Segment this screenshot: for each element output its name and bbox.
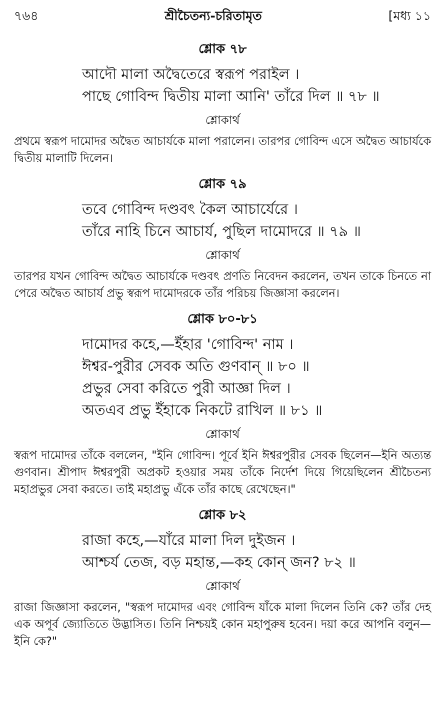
translation-text: স্বরূপ দামোদর তাঁকে বললেন, "ইনি গোবিন্দ। পূর্বে ইনি ঈশ্বরপুরীর সেবক ছিলেন—ইনি অত্যন্ত গুণবান। শ্রীপাদ ঈশ্বরপুরী অপ্রকট হওয়ার সময় তাঁকে নির্দেশ দিয়ে গিয়েছিলেন শ্রীচৈতন্য মহাপ্রভুর সেবা করতে। তাই মহাপ্রভু এঁকে তাঁর কাছে রেখেছেন।" xyxy=(14,449,431,496)
verse-line: পাছে গোবিন্দ দ্বিতীয় মালা আনি' তাঁরে দিল ॥ ৭৮ ॥ xyxy=(82,89,380,105)
book-title: শ্রীচৈতন্য-চরিতামৃত xyxy=(164,8,262,23)
verse-title: শ্লোক ৭৯ xyxy=(198,177,247,192)
verse-title: শ্লোক ৮২ xyxy=(198,508,247,523)
verse-line: তবে গোবিন্দ দণ্ডবৎ কৈল আচার্যেরে । xyxy=(82,202,298,218)
verse-line: অতএব প্রভু ইঁহাকে নিকটে রাখিল ॥ ৮১ ॥ xyxy=(82,403,323,419)
page-number: ৭৬৪ xyxy=(14,8,39,23)
verse-title: শ্লোক ৮০-৮১ xyxy=(187,312,258,327)
verse-line: দামোদর কহে,—ইঁহার 'গোবিন্দ' নাম । xyxy=(82,337,294,353)
verse-section xyxy=(14,310,431,498)
verse-line: প্রভুর সেবা করিতে পুরী আজ্ঞা দিল । xyxy=(82,381,291,397)
verse-line: আদৌ মালা অদ্বৈতেরে স্বরূপ পরাইল । xyxy=(82,67,300,83)
verse-section xyxy=(14,40,431,167)
verse-line: তাঁরে নাহি চিনে আচার্য, পুছিল দামোদরে ॥ ৭৯ ॥ xyxy=(82,224,361,240)
translation-text: প্রথমে স্বরূপ দামোদর অদ্বৈত আচার্যকে মালা পরালেন। তারপর গোবিন্দ এসে অদ্বৈত আচার্যকে দ্বিতীয় মালাটি দিলেন। xyxy=(14,135,431,165)
chapter-label: [মধ্য ১১ xyxy=(388,8,431,23)
translation-title: শ্লোকার্থ xyxy=(205,113,240,127)
verse-title: শ্লোক ৭৮ xyxy=(198,42,247,57)
verse-line: রাজা কহে,—যাঁরে মালা দিল দুইজন । xyxy=(82,533,296,549)
translation-title: শ্লোকার্থ xyxy=(205,579,240,593)
translation-title: শ্লোকার্থ xyxy=(205,248,240,262)
page-header xyxy=(14,8,431,32)
verse-section xyxy=(14,506,431,650)
verse-line: ঈশ্বর-পুরীর সেবক অতি গুণবান্ ॥ ৮০ ॥ xyxy=(82,359,310,375)
verse-line: আশ্চর্য তেজ, বড় মহান্ত,—কহ কোন্ জন? ৮২ ॥ xyxy=(82,555,356,571)
translation-text: তারপর যখন গোবিন্দ অদ্বৈত আচার্যকে দণ্ডবৎ প্রণতি নিবেদন করলেন, তখন তাকে চিনতে না পেরে অদ্বৈত আচার্য প্রভু স্বরূপ দামোদরকে তাঁর পরিচয় জিজ্ঞাসা করলেন। xyxy=(14,270,431,300)
verse-section xyxy=(14,175,431,302)
translation-text: রাজা জিজ্ঞাসা করলেন, "স্বরূপ দামোদর এবং গোবিন্দ যাঁকে মালা দিলেন তিনি কে? তাঁর দেহ এক অপূর্ব জ্যোতিতে উদ্ভাসিত। তিনি নিশ্চয়ই কোন মহাপুরুষ হবেন। দয়া করে আপনি বলুন—ইনি কে?" xyxy=(14,601,431,648)
translation-title: শ্লোকার্থ xyxy=(205,427,240,441)
